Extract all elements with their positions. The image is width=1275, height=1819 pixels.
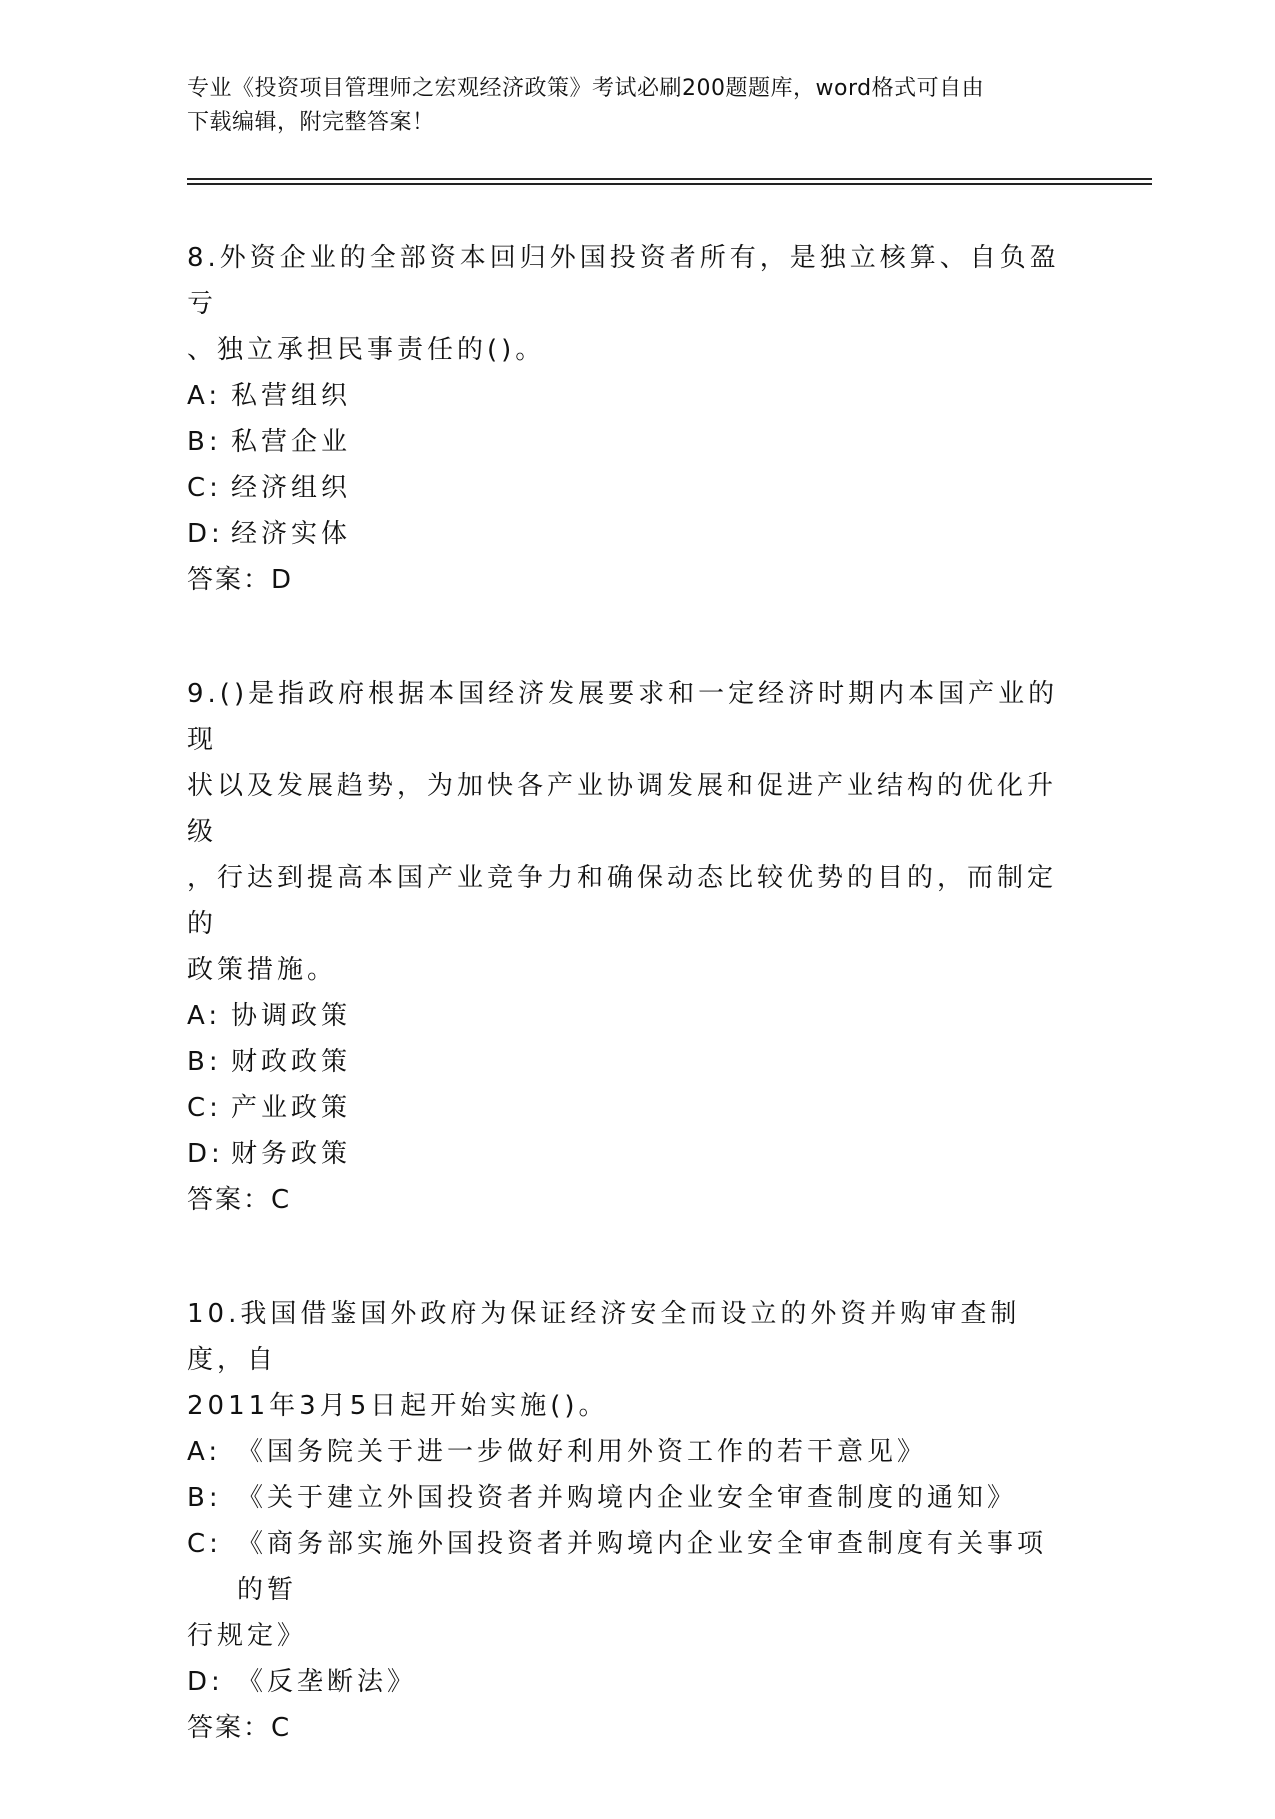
- option-a: [187, 373, 1067, 419]
- answer-label: 答案：D: [187, 565, 294, 595]
- option-text: 《反垄断法》: [237, 1667, 418, 1697]
- option-a: [187, 993, 1067, 1039]
- option-text: 经济实体: [231, 519, 352, 549]
- document-header: [187, 72, 1067, 140]
- stem-line: 10.我国借鉴国外政府为保证经济安全而设立的外资并购审查制度，自: [187, 1299, 1021, 1375]
- option-text: [237, 1521, 1067, 1613]
- question-item: [187, 235, 1067, 603]
- question-stem: [187, 235, 1067, 373]
- stem-line: 8.外资企业的全部资本回归外国投资者所有，是独立核算、自负盈亏: [187, 243, 1060, 319]
- option-text-line: 《商务部实施外国投资者并购境内企业安全审查制度有关事项的暂: [237, 1529, 1048, 1605]
- option-letter: D:: [187, 519, 224, 549]
- option-letter: D:: [187, 1667, 224, 1697]
- question-item: [187, 1291, 1067, 1751]
- answer-label: 答案：C: [187, 1185, 292, 1215]
- option-letter: C:: [187, 1093, 222, 1123]
- option-text: 财务政策: [231, 1139, 352, 1169]
- answer-label: 答案：C: [187, 1713, 292, 1743]
- option-letter: C:: [187, 1529, 222, 1559]
- option-a: [187, 1429, 1067, 1475]
- option-d: [187, 511, 1067, 557]
- question-list: [187, 235, 1067, 1819]
- option-text: 《关于建立外国投资者并购境内企业安全审查制度的通知》: [237, 1483, 1018, 1513]
- option-d: [187, 1659, 1067, 1705]
- question-stem: [187, 1291, 1067, 1429]
- option-c: [187, 1521, 1067, 1613]
- option-text: 私营企业: [231, 427, 352, 457]
- option-letter: A:: [187, 1001, 222, 1031]
- header-divider-top: [187, 178, 1152, 180]
- stem-line: 9.()是指政府根据本国经济发展要求和一定经济时期内本国产业的现: [187, 679, 1059, 755]
- option-letter: C:: [187, 473, 222, 503]
- option-text: 《国务院关于进一步做好利用外资工作的若干意见》: [237, 1437, 928, 1467]
- option-letter: B:: [187, 1047, 222, 1077]
- option-c: [187, 465, 1067, 511]
- header-line-1: 专业《投资项目管理师之宏观经济政策》考试必刷200题题库，word格式可自由: [187, 76, 985, 101]
- stem-line: 、独立承担民事责任的()。: [187, 335, 546, 365]
- header-divider-bottom: [187, 183, 1152, 185]
- option-b: [187, 419, 1067, 465]
- option-b: [187, 1039, 1067, 1085]
- option-letter: B:: [187, 1483, 222, 1513]
- option-letter: B:: [187, 427, 222, 457]
- option-text-line: 行规定》: [187, 1621, 308, 1651]
- option-b: [187, 1475, 1067, 1521]
- question-stem: [187, 671, 1067, 993]
- option-text: 财政政策: [231, 1047, 352, 1077]
- option-c-continuation: [187, 1613, 1067, 1659]
- stem-line: ，行达到提高本国产业竞争力和确保动态比较优势的目的，而制定的: [187, 863, 1058, 939]
- option-letter: A:: [187, 1437, 222, 1467]
- stem-line: 状以及发展趋势，为加快各产业协调发展和促进产业结构的优化升级: [187, 771, 1058, 847]
- option-text: 私营组织: [231, 381, 352, 411]
- option-c: [187, 1085, 1067, 1131]
- option-letter: D:: [187, 1139, 224, 1169]
- stem-line: 政策措施。: [187, 955, 338, 985]
- header-line-2: 下载编辑，附完整答案！: [187, 110, 435, 135]
- stem-line: 2011年3月5日起开始实施()。: [187, 1391, 609, 1421]
- option-text: 协调政策: [231, 1001, 352, 1031]
- question-item: [187, 671, 1067, 1223]
- option-d: [187, 1131, 1067, 1177]
- option-text: 经济组织: [231, 473, 352, 503]
- option-letter: A:: [187, 381, 222, 411]
- option-text: 产业政策: [231, 1093, 352, 1123]
